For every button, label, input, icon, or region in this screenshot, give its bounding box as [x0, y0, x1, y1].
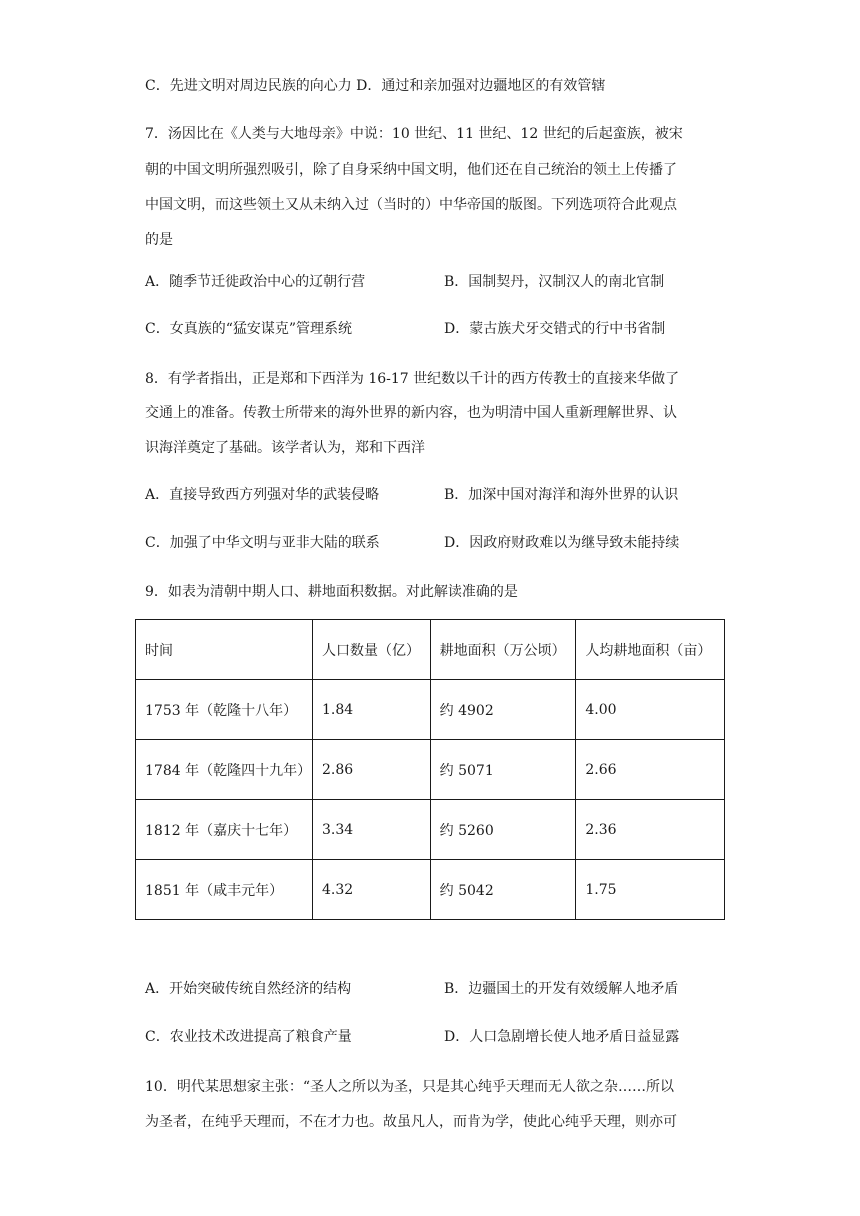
q7-stem-line: 的是	[145, 232, 173, 248]
q8-option-d: D．因政府财政难以为继导致未能持续	[444, 535, 680, 551]
q8-option-a: A．直接导致西方列强对华的武装侵略	[145, 487, 380, 503]
table-header-cell: 人口数量（亿）	[312, 620, 430, 680]
table-cell: 2.36	[576, 800, 725, 860]
q8-stem-line: 8．有学者指出，正是郑和下西洋为 16-17 世纪数以千计的西方传教士的直接来华做了	[145, 371, 680, 387]
table-cell: 1.75	[576, 860, 725, 920]
q7-stem-line: 7．汤因比在《人类与大地母亲》中说：10 世纪、11 世纪、12 世纪的后起蛮族，被宋	[145, 126, 683, 142]
table-header-cell: 时间	[136, 620, 313, 680]
table-header-cell: 耕地面积（万公顷）	[430, 620, 576, 680]
table-cell: 1784 年（乾隆四十九年）	[136, 740, 313, 800]
table-cell: 2.66	[576, 740, 725, 800]
q8-stem-line: 交通上的准备。传教士所带来的海外世界的新内容，也为明清中国人重新理解世界、认	[145, 405, 677, 421]
table-row	[136, 860, 725, 920]
table-row	[136, 680, 725, 740]
table-row	[136, 800, 725, 860]
q7-option-a: A．随季节迁徙政治中心的辽朝行营	[145, 274, 366, 290]
q7-option-d: D．蒙古族犬牙交错式的行中书省制	[444, 321, 666, 337]
table-cell: 4.32	[312, 860, 430, 920]
table-header-cell: 人均耕地面积（亩）	[576, 620, 725, 680]
table-cell: 约 4902	[430, 680, 576, 740]
q7-option-c: C．女真族的“猛安谋克”管理系统	[145, 321, 353, 337]
q8-option-b: B．加深中国对海洋和海外世界的认识	[444, 487, 679, 503]
population-farmland-table	[135, 619, 725, 920]
table-cell: 约 5042	[430, 860, 576, 920]
q7-stem-line: 朝的中国文明所强烈吸引，除了自身采纳中国文明，他们还在自己统治的领土上传播了	[145, 162, 677, 178]
q9-stem: 9．如表为清朝中期人口、耕地面积数据。对此解读准确的是	[145, 584, 518, 600]
q8-stem-line: 识海洋奠定了基础。该学者认为，郑和下西洋	[145, 440, 425, 456]
table-cell: 2.86	[312, 740, 430, 800]
q9-option-c: C．农业技术改进提高了粮食产量	[145, 1029, 352, 1045]
q7-option-b: B．国制契丹，汉制汉人的南北官制	[444, 274, 665, 290]
table-cell: 1851 年（咸丰元年）	[136, 860, 313, 920]
q9-option-b: B．边疆国土的开发有效缓解人地矛盾	[444, 981, 679, 997]
table-cell: 1753 年（乾隆十八年）	[136, 680, 313, 740]
table-cell: 1.84	[312, 680, 430, 740]
table-cell: 约 5260	[430, 800, 576, 860]
q9-option-d: D．人口急剧增长使人地矛盾日益显露	[444, 1029, 680, 1045]
table-cell: 1812 年（嘉庆十七年）	[136, 800, 313, 860]
q6-options-c-d: C．先进文明对周边民族的向心力 D．通过和亲加强对边疆地区的有效管辖	[145, 78, 606, 94]
table-cell: 4.00	[576, 680, 725, 740]
table-cell: 约 5071	[430, 740, 576, 800]
q9-option-a: A．开始突破传统自然经济的结构	[145, 981, 352, 997]
table-header-row	[136, 620, 725, 680]
q10-stem-line: 10．明代某思想家主张：“圣人之所以为圣，只是其心纯乎天理而无人欲之杂……所以	[145, 1079, 674, 1095]
table-cell: 3.34	[312, 800, 430, 860]
q7-stem-line: 中国文明，而这些领土又从未纳入过（当时的）中华帝国的版图。下列选项符合此观点	[145, 197, 677, 213]
table-row	[136, 740, 725, 800]
q10-stem-line: 为圣者，在纯乎天理而，不在才力也。故虽凡人，而肯为学，使此心纯乎天理，则亦可	[145, 1114, 677, 1130]
q8-option-c: C．加强了中华文明与亚非大陆的联系	[145, 535, 380, 551]
